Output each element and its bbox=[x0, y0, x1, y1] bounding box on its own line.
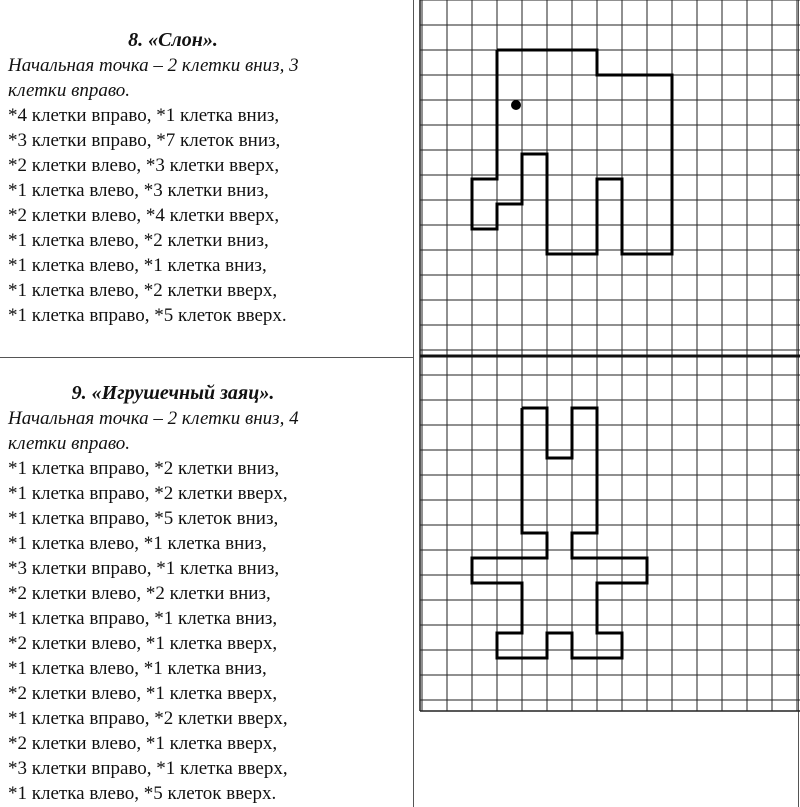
task-start-point: клетки вправо. bbox=[8, 433, 131, 454]
task-step: *1 клетка влево, *2 клетки вниз, bbox=[8, 230, 269, 251]
task-step: *2 клетки влево, *2 клетки вниз, bbox=[8, 583, 271, 604]
task-step: *1 клетка вправо, *5 клеток вниз, bbox=[8, 508, 279, 529]
task-title: 8. «Слон». bbox=[128, 29, 218, 51]
task-start-point: Начальная точка – 2 клетки вниз, 4 bbox=[8, 408, 299, 429]
task-step: *1 клетка вправо, *2 клетки вверх, bbox=[8, 708, 288, 729]
task-step: *4 клетки вправо, *1 клетка вниз, bbox=[8, 105, 280, 126]
task-step: *1 клетка влево, *2 клетки вверх, bbox=[8, 280, 278, 301]
task-step: *3 клетки вправо, *1 клетка вниз, bbox=[8, 558, 280, 579]
elephant-eye bbox=[511, 100, 521, 110]
task-step: *1 клетка вправо, *1 клетка вниз, bbox=[8, 608, 278, 629]
task-step: *2 клетки влево, *3 клетки вверх, bbox=[8, 155, 280, 176]
task-step: *1 клетка влево, *5 клеток вверх. bbox=[8, 783, 277, 804]
task-step: *1 клетка вправо, *2 клетки вверх, bbox=[8, 483, 288, 504]
task-step: *3 клетки вправо, *1 клетка вверх, bbox=[8, 758, 288, 779]
task-start-point: Начальная точка – 2 клетки вниз, 3 bbox=[8, 55, 299, 76]
task-step: *1 клетка влево, *1 клетка вниз, bbox=[8, 255, 267, 276]
task-step: *1 клетка влево, *3 клетки вниз, bbox=[8, 180, 269, 201]
task-step: *1 клетка влево, *1 клетка вниз, bbox=[8, 533, 267, 554]
hare-outline bbox=[472, 408, 647, 658]
task-step: *1 клетка вправо, *5 клеток вверх. bbox=[8, 305, 287, 326]
task-step: *1 клетка влево, *1 клетка вниз, bbox=[8, 658, 267, 679]
task-start-point: клетки вправо. bbox=[8, 80, 131, 101]
task-step: *3 клетки вправо, *7 клеток вниз, bbox=[8, 130, 281, 151]
task-step: *1 клетка вправо, *2 клетки вниз, bbox=[8, 458, 280, 479]
task-step: *2 клетки влево, *4 клетки вверх, bbox=[8, 205, 280, 226]
task-step: *2 клетки влево, *1 клетка вверх, bbox=[8, 633, 278, 654]
task-step: *2 клетки влево, *1 клетка вверх, bbox=[8, 733, 278, 754]
task-step: *2 клетки влево, *1 клетка вверх, bbox=[8, 683, 278, 704]
task-title: 9. «Игрушечный заяц». bbox=[71, 382, 275, 404]
